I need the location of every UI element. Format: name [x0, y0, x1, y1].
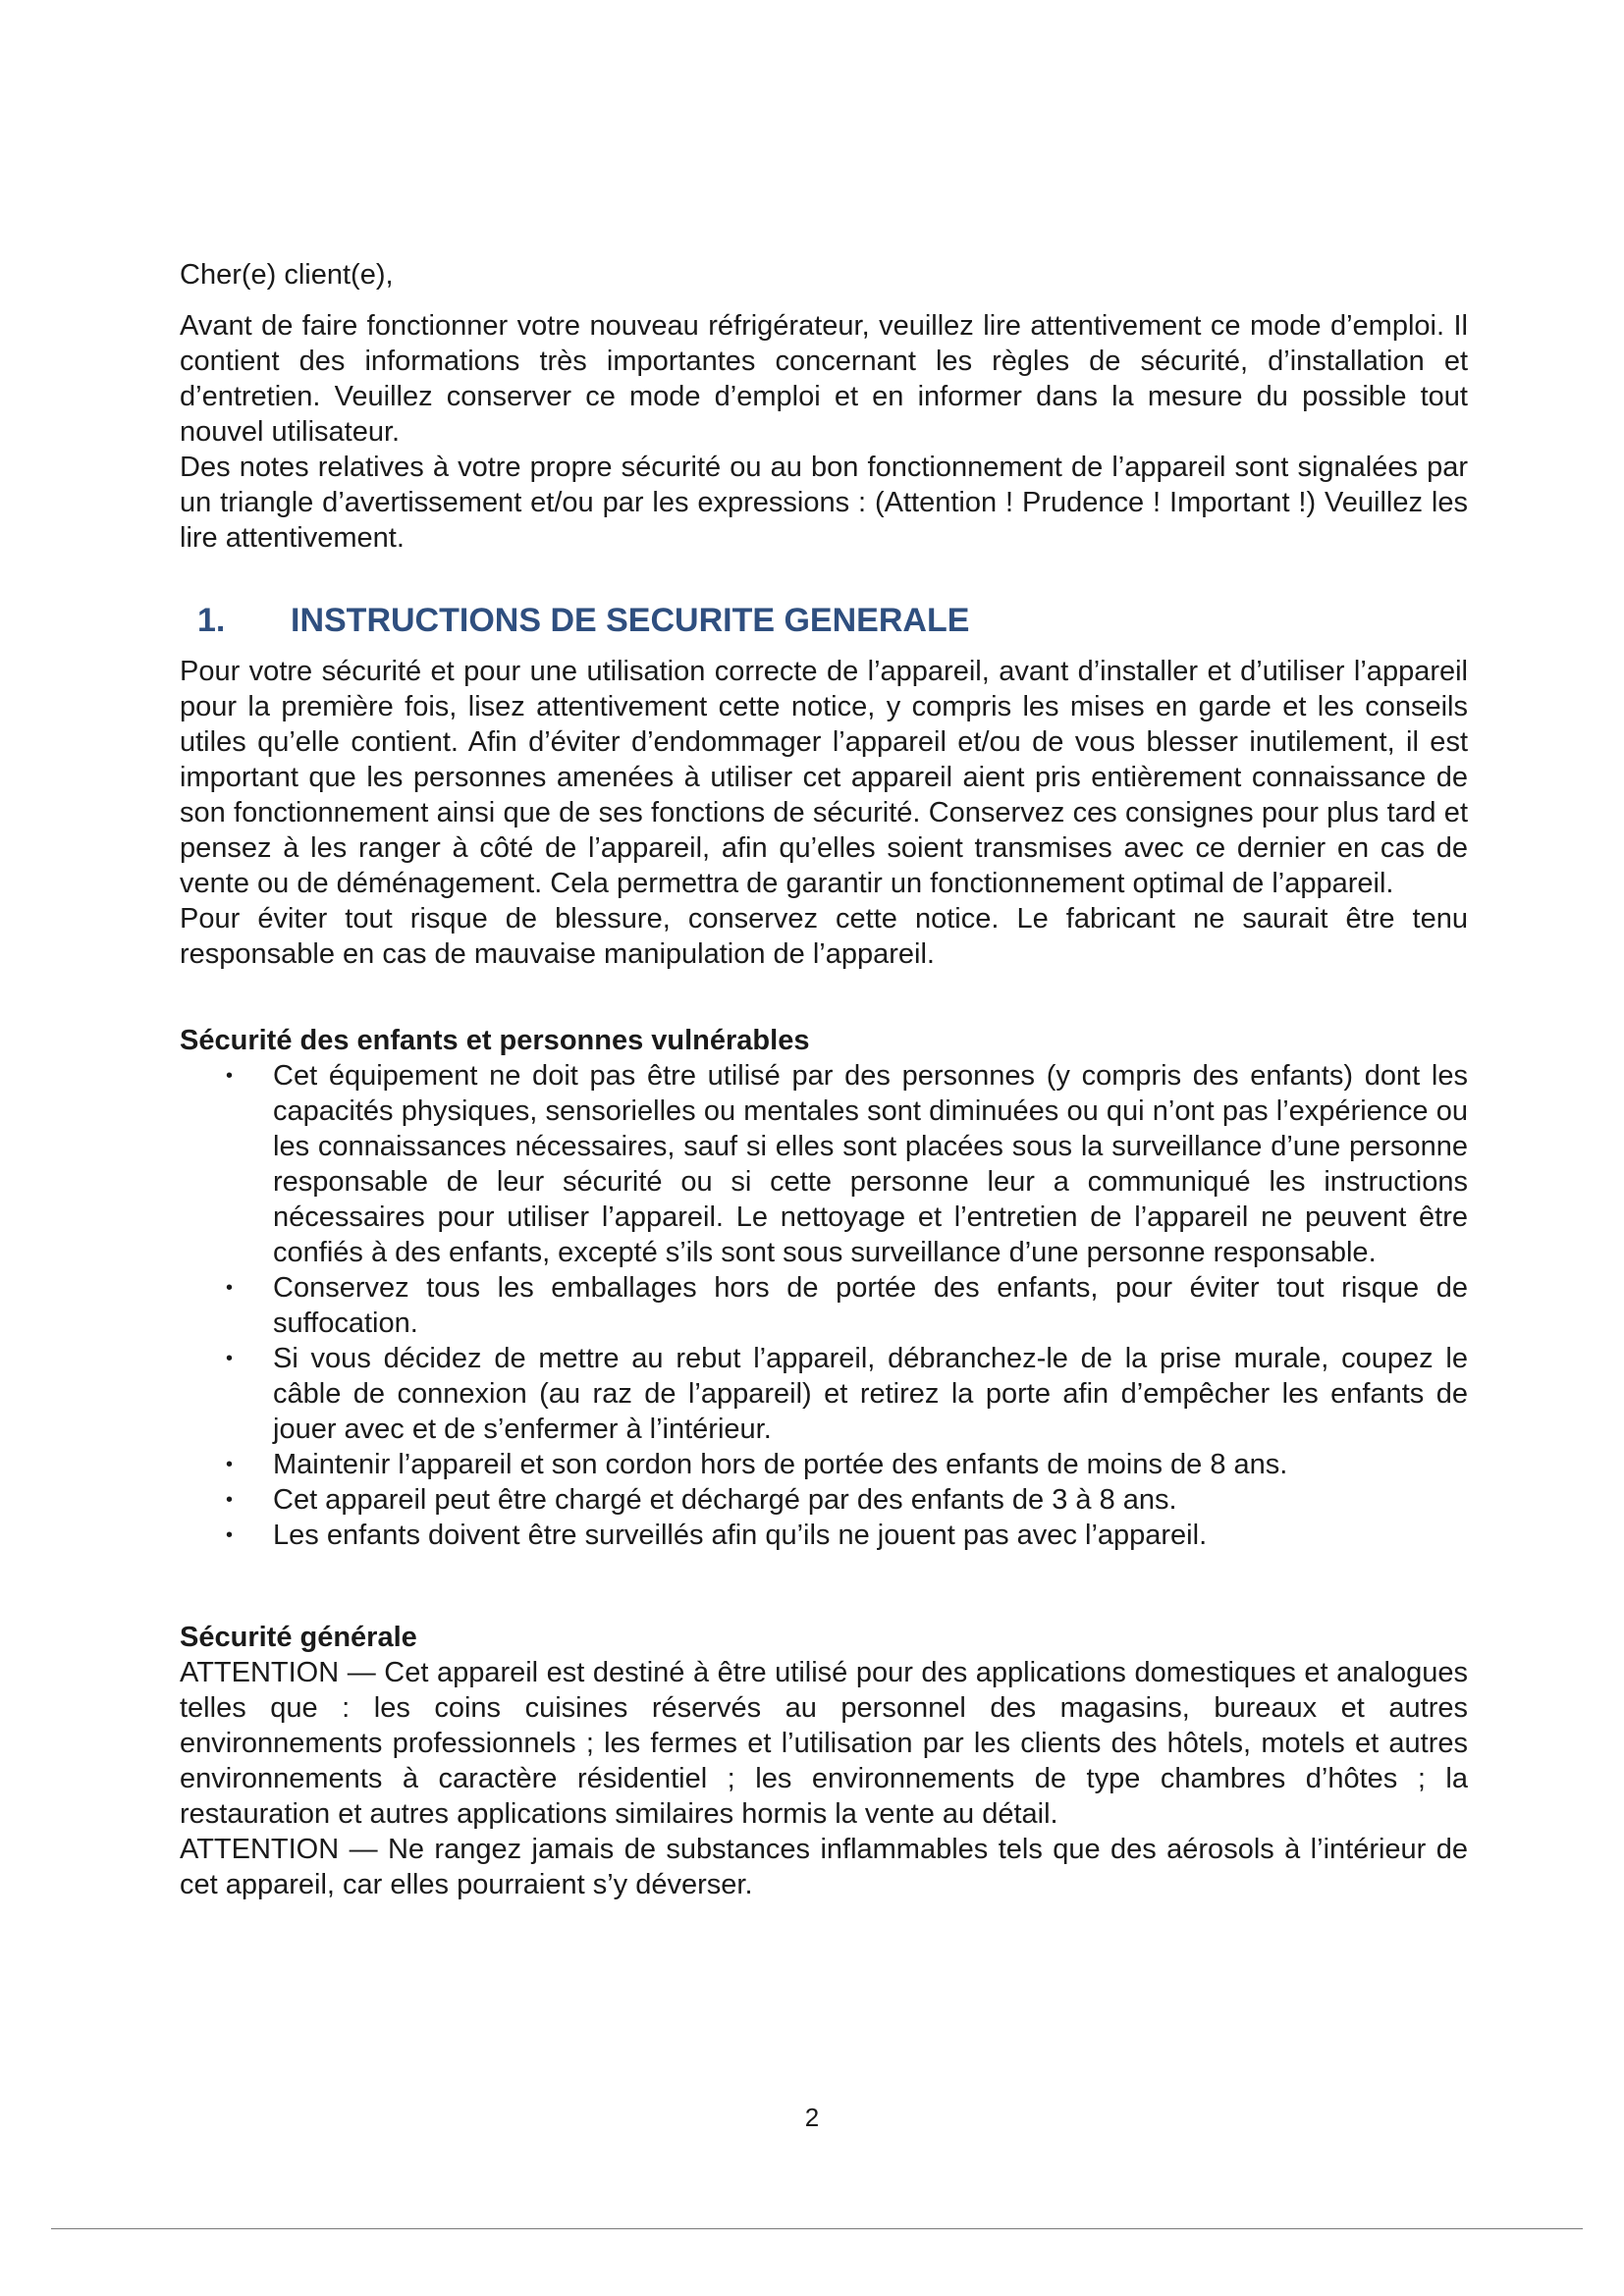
bullet-icon: •: [226, 1277, 234, 1299]
list-item-text: Maintenir l’appareil et son cordon hors de portée des enfants de moins de 8 ans.: [273, 1449, 1288, 1480]
section-paragraph-2: Pour éviter tout risque de blessure, conservez cette notice. Le fabricant ne saurait être tenu responsable en cas de mauvaise manipulation de l’appareil.: [180, 903, 1468, 970]
list-item-text: Conservez tous les emballages hors de portée des enfants, pour éviter tout risque de suffocation.: [273, 1272, 1468, 1339]
section-heading: [180, 601, 1468, 640]
general-safety-paragraph-1: ATTENTION — Cet appareil est destiné à être utilisé pour des applications domestiques et analogues telles que : les coins cuisines réservés au personnel des magasins, bureaux et autres environnements professionnels ; les fermes et l’utilisation par les clients des hôtels, motels et autres environnements à caractère résidentiel ; les environnements de type chambres d’hôtes ; la restauration et autres applications similaires hormis la vente au détail.: [180, 1657, 1468, 1830]
children-safety-list: [180, 1058, 1468, 1553]
footer-divider: [51, 2228, 1583, 2229]
greeting: Cher(e) client(e),: [180, 259, 394, 291]
intro-paragraph-1: Avant de faire fonctionner votre nouveau réfrigérateur, veuillez lire attentivement ce mode d’emploi. Il contient des informations très importantes concernant les règles de sécurité, d’installation et d’entretien. Veuillez conserver ce mode d’emploi et en informer dans la mesure du possible tout nouvel utilisateur.: [180, 310, 1468, 448]
list-item: [180, 1482, 1468, 1518]
section-title: INSTRUCTIONS DE SECURITE GENERALE: [291, 602, 970, 639]
general-safety-heading: Sécurité générale: [180, 1622, 417, 1653]
page-content: [180, 257, 1468, 1902]
page-number: 2: [804, 2103, 820, 2132]
list-item-text: Les enfants doivent être surveillés afin qu’ils ne jouent pas avec l’appareil.: [273, 1520, 1208, 1551]
bullet-icon: •: [226, 1524, 234, 1546]
list-item-text: Si vous décidez de mettre au rebut l’appareil, débranchez-le de la prise murale, coupez le câble de connexion (au raz de l’appareil) et retirez la porte afin d’empêcher les enfants de jouer avec et de s’enfermer à l’intérieur.: [273, 1343, 1468, 1445]
list-item: [180, 1518, 1468, 1553]
list-item: [180, 1341, 1468, 1447]
list-item-text: Cet équipement ne doit pas être utilisé par des personnes (y compris des enfants) dont les capacités physiques, sensorielles ou mentales sont diminuées ou qui n’ont pas l’expérience ou les connaissances nécessaires, sauf si elles sont placées sous la surveillance d’une personne responsable de leur sécurité ou si cette personne leur a communiqué les instructions nécessaires pour utiliser l’appareil. Le nettoyage et l’entretien de l’appareil ne peuvent être confiés à des enfants, excepté s’ils sont sous surveillance d’une personne responsable.: [273, 1060, 1468, 1268]
bullet-icon: •: [226, 1454, 234, 1475]
children-safety-heading: Sécurité des enfants et personnes vulnérables: [180, 1025, 810, 1056]
intro-paragraph-2: Des notes relatives à votre propre sécurité ou au bon fonctionnement de l’appareil sont signalées par un triangle d’avertissement et/ou par les expressions : (Attention ! Prudence ! Important !) Veuillez les lire attentivement.: [180, 452, 1468, 554]
list-item: [180, 1447, 1468, 1482]
bullet-icon: •: [226, 1065, 234, 1087]
list-item: [180, 1270, 1468, 1341]
list-item: [180, 1058, 1468, 1270]
bullet-icon: •: [226, 1489, 234, 1511]
list-item-text: Cet appareil peut être chargé et déchargé par des enfants de 3 à 8 ans.: [273, 1484, 1177, 1516]
bullet-icon: •: [226, 1348, 234, 1369]
general-safety-paragraph-2: ATTENTION — Ne rangez jamais de substances inflammables tels que des aérosols à l’intérieur de cet appareil, car elles pourraient s’y déverser.: [180, 1834, 1468, 1900]
section-number: 1.: [197, 602, 226, 639]
section-paragraph-1: Pour votre sécurité et pour une utilisation correcte de l’appareil, avant d’installer et d’utiliser l’appareil pour la première fois, lisez attentivement cette notice, y compris les mises en garde et les conseils utiles qu’elle contient. Afin d’éviter d’endommager l’appareil et/ou de vous blesser inutilement, il est important que les personnes amenées à utiliser cet appareil aient pris entièrement connaissance de son fonctionnement ainsi que de ses fonctions de sécurité. Conservez ces consignes pour plus tard et pensez à les ranger à côté de l’appareil, afin qu’elles soient transmises avec ce dernier en cas de vente ou de déménagement. Cela permettra de garantir un fonctionnement optimal de l’appareil.: [180, 656, 1468, 899]
